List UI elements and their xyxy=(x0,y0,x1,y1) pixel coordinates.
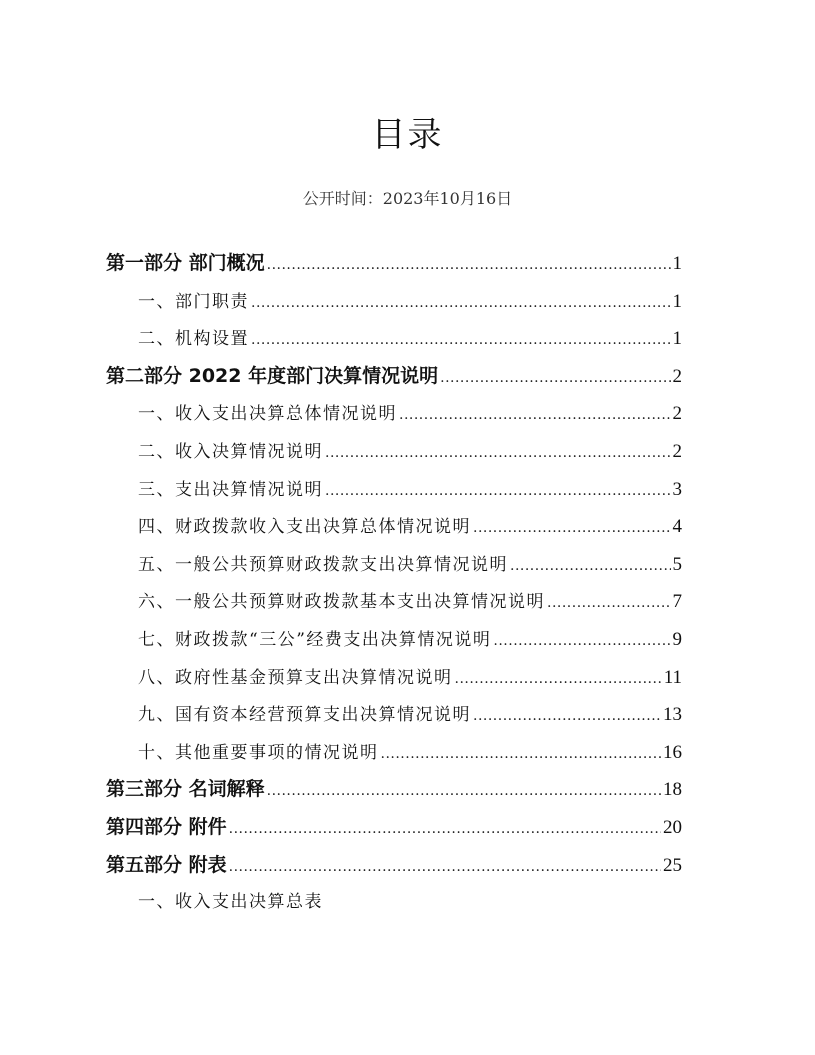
toc-entry[interactable] xyxy=(106,659,682,697)
toc-dot-leader xyxy=(229,811,661,849)
toc-dot-leader xyxy=(251,322,671,360)
toc-dot-leader xyxy=(399,397,671,435)
toc-page-number: 5 xyxy=(672,553,682,575)
toc-entry-label: 第三部分 名词解释 xyxy=(106,778,265,801)
toc-entry-label: 四、财政拨款收入支出决算总体情况说明 xyxy=(138,517,471,538)
toc-page-number: 20 xyxy=(663,816,682,838)
toc-entry-part-2[interactable] xyxy=(106,358,682,396)
page-title: 目录 xyxy=(371,115,444,155)
toc-dot-leader xyxy=(267,247,671,285)
toc-entry[interactable] xyxy=(106,884,682,922)
toc-dot-leader xyxy=(510,548,671,586)
toc-entry[interactable] xyxy=(106,583,682,621)
toc-entry[interactable] xyxy=(106,734,682,772)
toc-dot-leader xyxy=(325,473,671,511)
toc-page-number: 2 xyxy=(672,365,682,387)
toc-page-number: 4 xyxy=(672,516,682,538)
toc-dot-leader xyxy=(493,623,670,661)
toc-entry[interactable] xyxy=(106,696,682,734)
toc-page-number: 16 xyxy=(663,741,682,763)
toc-entry-label: 二、机构设置 xyxy=(138,329,249,350)
toc-dot-leader xyxy=(381,736,662,774)
toc-dot-leader xyxy=(547,585,671,623)
toc-entry-label: 第二部分 2022 年度部门决算情况说明 xyxy=(106,364,439,387)
toc-dot-leader xyxy=(455,661,662,699)
toc-page-number: 1 xyxy=(672,290,682,312)
toc-entry-label: 第四部分 附件 xyxy=(106,815,227,838)
toc-entry[interactable] xyxy=(106,283,682,321)
toc-page-number: 18 xyxy=(663,779,682,801)
toc-entry[interactable] xyxy=(106,546,682,584)
toc-entry-part-4[interactable] xyxy=(106,809,682,847)
toc-page-number: 2 xyxy=(672,403,682,425)
toc-page-number: 1 xyxy=(672,253,682,274)
toc-entry[interactable] xyxy=(106,471,682,509)
toc-entry-label: 第五部分 附表 xyxy=(106,853,227,876)
toc-page-number: 25 xyxy=(663,854,682,876)
toc-dot-leader xyxy=(267,773,661,811)
toc-entry-label: 一、部门职责 xyxy=(138,291,249,312)
publish-date: 公开时间：2023年10月16日 xyxy=(302,189,513,208)
toc-dot-leader xyxy=(473,698,661,736)
toc-page-number: 3 xyxy=(672,478,682,500)
toc-page-number: 9 xyxy=(672,628,682,650)
toc-entry-label: 八、政府性基金预算支出决算情况说明 xyxy=(138,667,453,688)
toc-entry-label: 一、收入支出决算总表 xyxy=(138,892,323,913)
toc-dot-leader xyxy=(325,435,671,473)
toc-entry[interactable] xyxy=(106,621,682,659)
toc-page-number: 1 xyxy=(672,328,682,350)
toc-entry-label: 三、支出决算情况说明 xyxy=(138,479,323,500)
table-of-contents xyxy=(106,245,682,922)
toc-page-number: 7 xyxy=(672,591,682,613)
toc-entry-label: 九、国有资本经营预算支出决算情况说明 xyxy=(138,705,471,726)
toc-entry[interactable] xyxy=(106,320,682,358)
toc-entry[interactable] xyxy=(106,433,682,471)
toc-dot-leader xyxy=(473,510,671,548)
toc-entry-label: 六、一般公共预算财政拨款基本支出决算情况说明 xyxy=(138,592,545,613)
toc-page-number: 11 xyxy=(663,666,682,688)
toc-entry-label: 五、一般公共预算财政拨款支出决算情况说明 xyxy=(138,554,508,575)
toc-entry[interactable] xyxy=(106,395,682,433)
toc-entry-label: 一、收入支出决算总体情况说明 xyxy=(138,404,397,425)
toc-entry-label: 十、其他重要事项的情况说明 xyxy=(138,742,379,763)
toc-entry-label: 二、收入决算情况说明 xyxy=(138,441,323,462)
toc-entry-part-5[interactable] xyxy=(106,847,682,885)
toc-page-number: 2 xyxy=(672,440,682,462)
toc-page-number: 13 xyxy=(663,704,682,726)
toc-dot-leader xyxy=(440,360,670,398)
toc-dot-leader xyxy=(229,849,661,887)
toc-entry-part-1[interactable] xyxy=(106,245,682,283)
toc-entry[interactable] xyxy=(106,508,682,546)
toc-entry-part-3[interactable] xyxy=(106,771,682,809)
toc-dot-leader xyxy=(251,285,671,323)
toc-entry-label: 第一部分 部门概况 xyxy=(106,252,265,274)
toc-entry-label: 七、财政拨款“三公”经费支出决算情况说明 xyxy=(138,629,492,650)
